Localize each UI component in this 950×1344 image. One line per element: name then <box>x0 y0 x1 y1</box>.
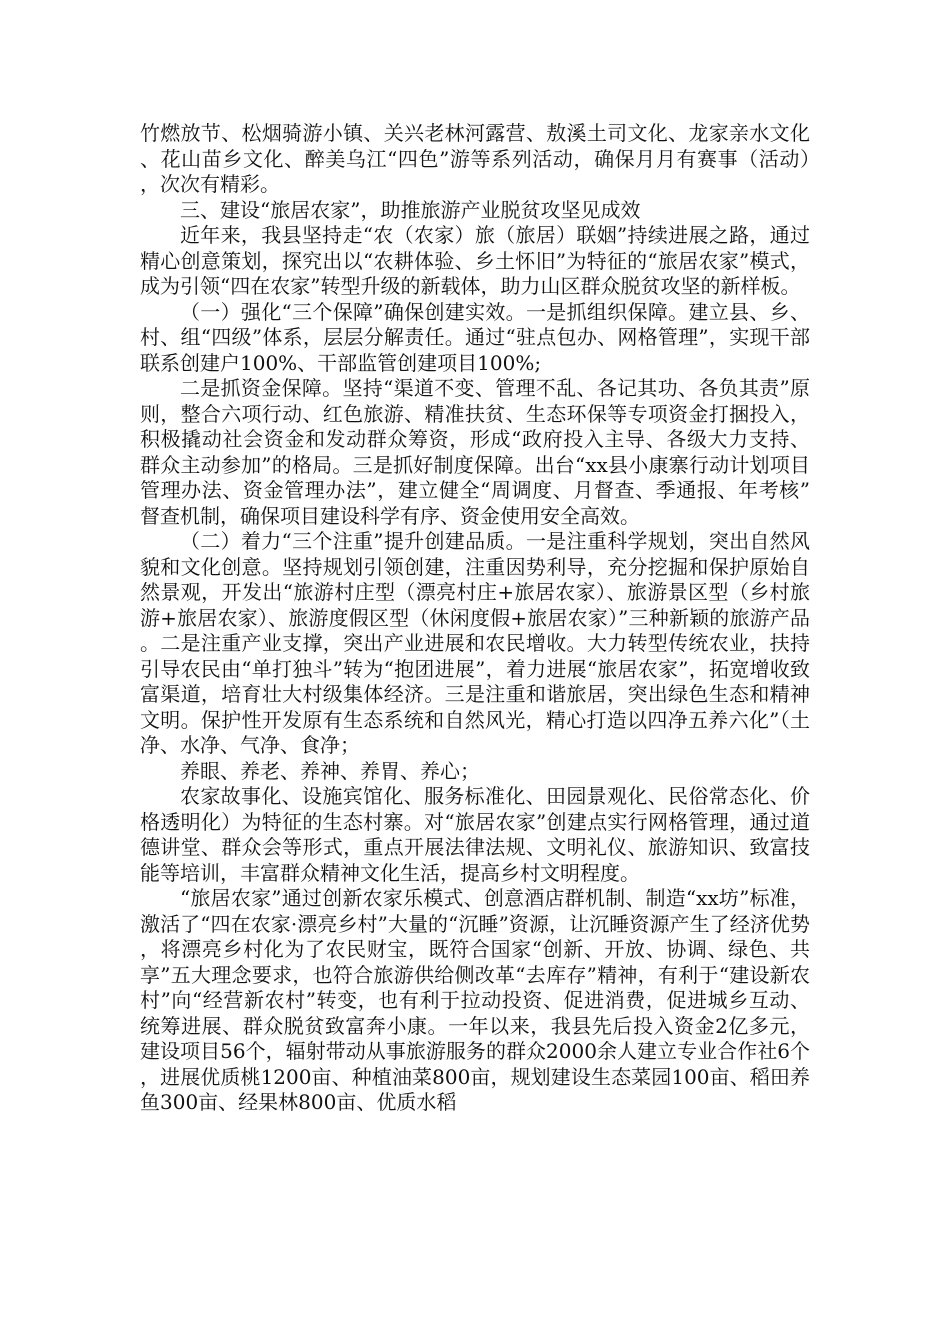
paragraph-nourish: 养眼、养老、养神、养胃、养心； <box>180 758 480 783</box>
paragraph-guarantee: （一）强化“三个保障”确保创建实效。一是抓组织保障。建立县、乡、村、组“四级”体系，层层分解责任。通过“驻点包办、网格管理”，实现干部联系创建户100%、干部监管创建项目100%; <box>140 299 810 375</box>
document-page <box>140 121 810 1116</box>
paragraph-quality: （二）着力“三个注重”提升创建品质。一是注重科学规划，突出自然风貌和文化创意。坚持规划引领创建，注重因势利导，充分挖掘和保护原始自然景观，开发出“旅游村庄型（漂亮村庄+旅居农家）、旅游景区型（乡村旅游+旅居农家）、旅游度假区型（休闲度假+旅居农家）”三种新颖的旅游产品。二是注重产业支撑，突出产业进展和农民增收。大力转型传统农业，扶持引导农民由“单打独斗”转为“抱团进展”，着力进展“旅居农家”，拓宽增收致富渠道，培育壮大村级集体经济。三是注重和谐旅居，突出绿色生态和精神文明。保护性开发原有生态系统和自然风光，精心打造以四净五养六化”（土净、水净、气净、食净； <box>140 529 810 757</box>
section-heading: 三、建设“旅居农家”，助推旅游产业脱贫攻坚见成效 <box>180 197 641 222</box>
paragraph-continuation: 竹燃放节、松烟骑游小镇、关兴老林河露营、敖溪土司文化、龙家亲水文化、花山苗乡文化、醉美乌江“四色”游等系列活动，确保月月有赛事（活动），次次有精彩。 <box>140 121 810 196</box>
paragraph-village: 农家故事化、设施宾馆化、服务标准化、田园景观化、民俗常态化、价格透明化）为特征的生态村寨。对“旅居农家”创建点实行网格管理，通过道德讲堂、群众会等形式，重点开展法律法规、文明礼仪、旅游知识、致富技能等培训，丰富群众精神文化生活，提高乡村文明程度。 <box>140 784 810 885</box>
paragraph-intro: 近年来，我县坚持走“农（农家）旅（旅居）联姻”持续进展之路，通过精心创意策划，探究出以“农耕体验、乡土怀旧”为特征的“旅居农家”模式，成为引领“四在农家”转型升级的新载体，助力山区群众脱贫攻坚的新样板。 <box>140 223 810 298</box>
paragraph-funding: 二是抓资金保障。坚持“渠道不变、管理不乱、各记其功、各负其责”原则，整合六项行动、红色旅游、精准扶贫、生态环保等专项资金打捆投入，积极撬动社会资金和发动群众筹资，形成“政府投入主导、各级大力支持、群众主动参加”的格局。三是抓好制度保障。出台“xx县小康寨行动计划项目管理办法、资金管理办法”，建立健全“周调度、月督查、季通报、年考核”督查机制，确保项目建设科学有序、资金使用安全高效。 <box>140 376 810 528</box>
paragraph-results: “旅居农家”通过创新农家乐模式、创意酒店群机制、制造“xx坊”标准，激活了“四在农家·漂亮乡村”大量的“沉睡”资源，让沉睡资源产生了经济优势，将漂亮乡村化为了农民财宝，既符合国家“创新、开放、协调、绿色、共享”五大理念要求，也符合旅游供给侧改革“去库存”精神，有利于“建设新农村”向“经营新农村”转变，也有利于拉动投资、促进消费，促进城乡互动、统筹进展、群众脱贫致富奔小康。一年以来，我县先后投入资金2亿多元，建设项目56个，辐射带动从事旅游服务的群众2000余人建立专业合作社6个，进展优质桃1200亩、种植油菜800亩，规划建设生态菜园100亩、稻田养鱼300亩、经果林800亩、优质水稻 <box>140 886 810 1114</box>
